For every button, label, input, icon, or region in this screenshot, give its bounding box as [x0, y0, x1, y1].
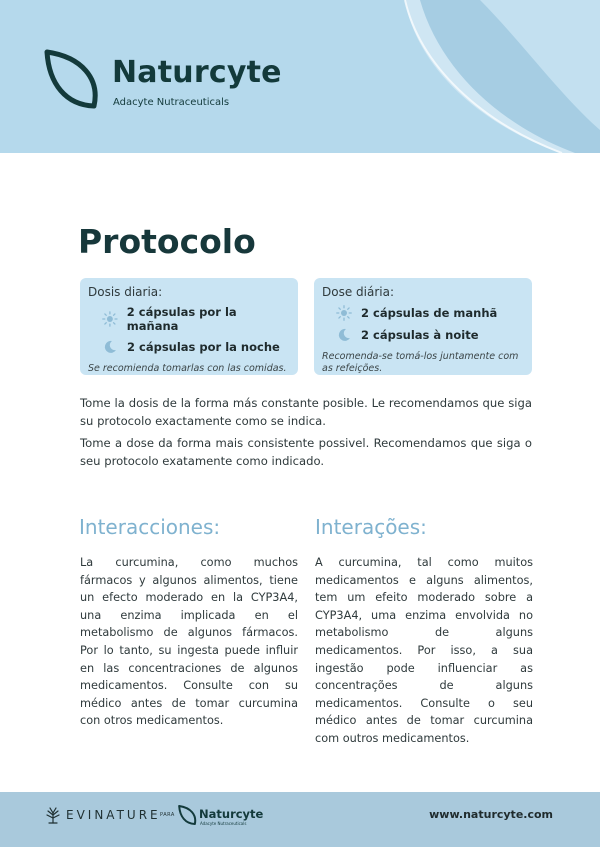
moon-icon: [336, 327, 352, 343]
intro-paragraph-pt: Tome a dose da forma mais consistente possivel. Recomendamos que siga o seu protocolo exatamente como indicado.: [80, 436, 532, 468]
dose-box-pt: [314, 278, 532, 375]
partner-name: EVINATURE: [66, 808, 161, 822]
header-banner: [0, 0, 600, 153]
moon-icon: [102, 339, 118, 355]
interactions-text-es: La curcumina, como muchos fármacos y algunos alimentos, tiene un efecto moderado en la CYP3A4, una enzima implicada en el metabolismo de algunos fármacos. Por lo tanto, su ingesta puede influir en las concentraciones de algunos medicamentos. Consulte con su médico antes de tomar curcumina con otros medicamentos.: [80, 556, 298, 728]
dose-night-pt: [322, 327, 524, 343]
website-link[interactable]: www.naturcyte.com: [429, 808, 553, 821]
dose-heading-es: Dosis diaria:: [88, 285, 163, 299]
dose-night-es: [88, 339, 290, 355]
sun-icon: [336, 305, 352, 321]
dose-heading-pt: Dose diária:: [322, 285, 394, 299]
footer-brand-name: Naturcyte: [199, 807, 264, 821]
leaf-logo-icon: [178, 805, 197, 825]
sun-icon: [102, 311, 118, 327]
brand-subtitle: Adacyte Nutraceuticals: [113, 97, 230, 108]
dose-box-es: [80, 278, 298, 375]
dose-night-label-pt: 2 cápsulas à noite: [361, 328, 479, 342]
partner-connector: PARA: [160, 812, 175, 818]
interactions-text-pt: A curcumina, tal como muitos medicamentos e alguns alimentos, tem um efeito moderado sobre a CYP3A4, uma enzima envolvida no metabolismo de alguns medicamentos. Por isso, a sua ingestão pode influenciar as concentrações de alguns medicamentos. Consulte o seu médico antes de tomar curcumina com outros medicamentos.: [315, 556, 533, 745]
dose-morning-label-pt: 2 cápsulas de manhã: [361, 306, 498, 320]
dose-note-pt: Recomenda-se tomá-los juntamente com as refeições.: [322, 351, 519, 374]
dose-morning-pt: [322, 305, 524, 321]
dose-note-es: Se recomienda tomarlas con las comidas.: [88, 363, 287, 374]
dose-night-label-es: 2 cápsulas por la noche: [127, 340, 280, 354]
brand-name: Naturcyte: [112, 55, 282, 90]
interactions-heading-es: Interacciones:: [79, 515, 221, 539]
page-title: Protocolo: [78, 222, 256, 261]
dose-morning-label-es: 2 cápsulas por la mañana: [126, 305, 237, 333]
interactions-heading-pt: Interações:: [315, 515, 427, 539]
intro-paragraph-es: Tome la dosis de la forma más constante posible. Le recomendamos que siga su protocolo exactamente como se indica.: [80, 396, 532, 428]
tree-icon: [43, 806, 63, 824]
footer-brand-subtitle: Adacyte Nutraceuticals: [200, 821, 247, 826]
dose-morning-es: [88, 305, 290, 333]
leaf-logo-icon: [44, 49, 100, 109]
